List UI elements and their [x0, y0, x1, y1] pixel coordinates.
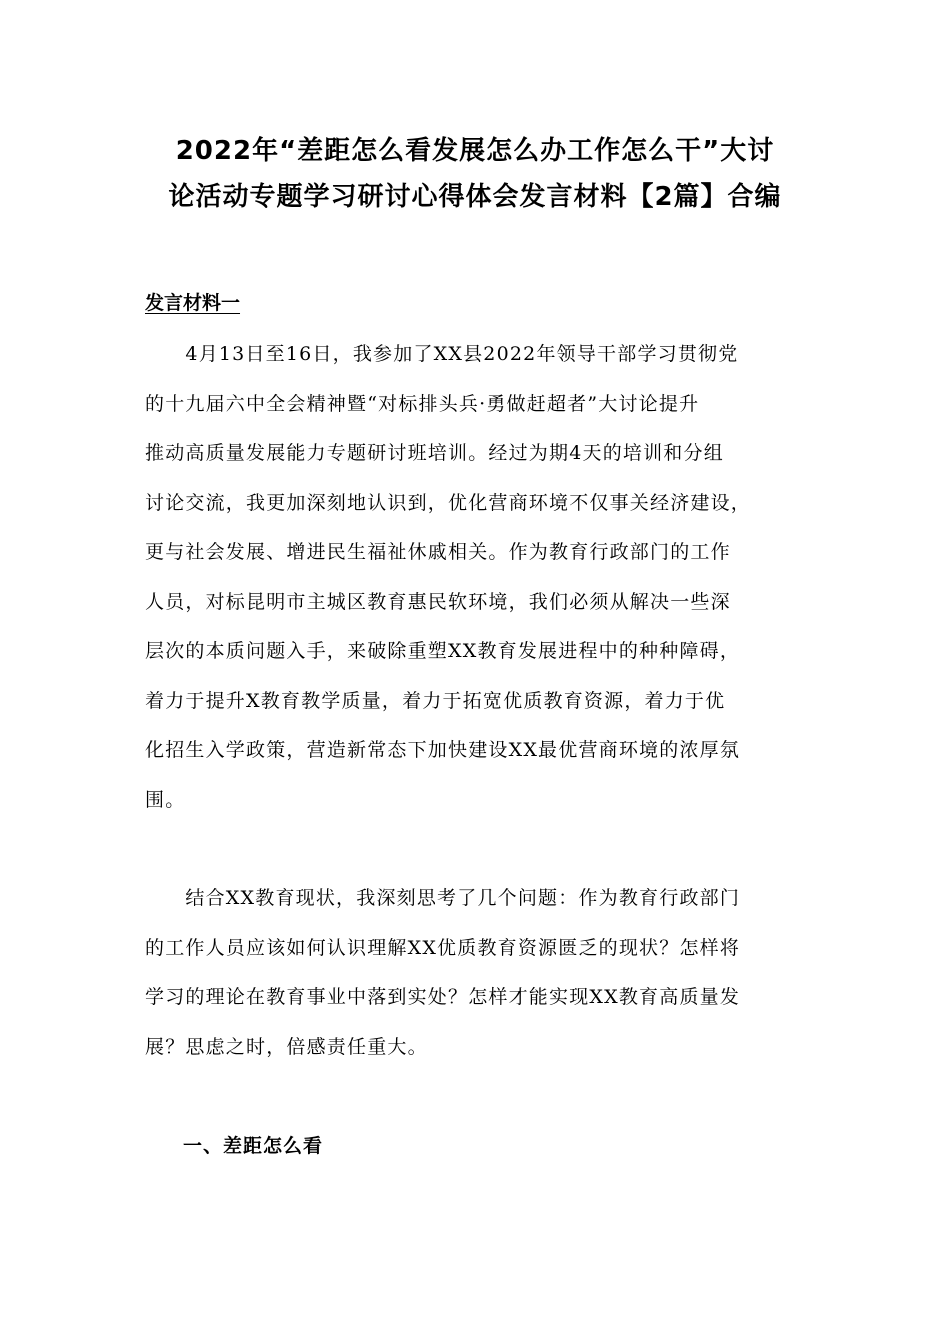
paragraph-line: 讨论交流，我更加深刻地认识到，优化营商环境不仅事关经济建设，: [145, 491, 752, 514]
paragraph-line: 展？思虑之时，倍感责任重大。: [145, 1035, 428, 1058]
paragraph-line: 4月13日至16日，我参加了XX县2022年领导干部学习贯彻党: [145, 343, 739, 365]
paragraph-line: 着力于提升X教育教学质量，着力于拓宽优质教育资源，着力于优: [145, 689, 726, 712]
paragraph-line: 的工作人员应该如何认识理解XX优质教育资源匮乏的现状？怎样将: [145, 936, 741, 959]
title-line-2: 论活动专题学习研讨心得体会发言材料【2篇】合编: [168, 182, 782, 212]
section-label: 发言材料一: [145, 292, 241, 314]
paragraph-2: [145, 874, 835, 1072]
paragraph-line: 学习的理论在教育事业中落到实处？怎样才能实现XX教育高质量发: [145, 986, 741, 1008]
paragraph-line: 人员，对标昆明市主城区教育惠民软环境，我们必须从解决一些深: [145, 590, 731, 613]
paragraph-line: 围。: [145, 788, 186, 811]
paragraph-line: 结合XX教育现状，我深刻思考了几个问题：作为教育行政部门: [145, 887, 741, 909]
paragraph-line: 化招生入学政策，营造新常态下加快建设XX最优营商环境的浓厚氛: [145, 739, 741, 761]
section-heading: 一、差距怎么看: [183, 1135, 324, 1157]
paragraph-1: [145, 330, 835, 825]
paragraph-line: 层次的本质问题入手，来破除重塑XX教育发展进程中的种种障碍，: [145, 640, 741, 662]
document-title: [110, 128, 840, 220]
paragraph-line: 更与社会发展、增进民生福祉休戚相关。作为教育行政部门的工作: [145, 541, 731, 563]
title-line-1: 2022年“差距怎么看发展怎么办工作怎么干”大讨: [175, 136, 775, 166]
paragraph-line: 的十九届六中全会精神暨“对标排头兵·勇做赶超者”大讨论提升: [145, 392, 700, 415]
paragraph-line: 推动高质量发展能力专题研讨班培训。经过为期4天的培训和分组: [145, 442, 724, 464]
